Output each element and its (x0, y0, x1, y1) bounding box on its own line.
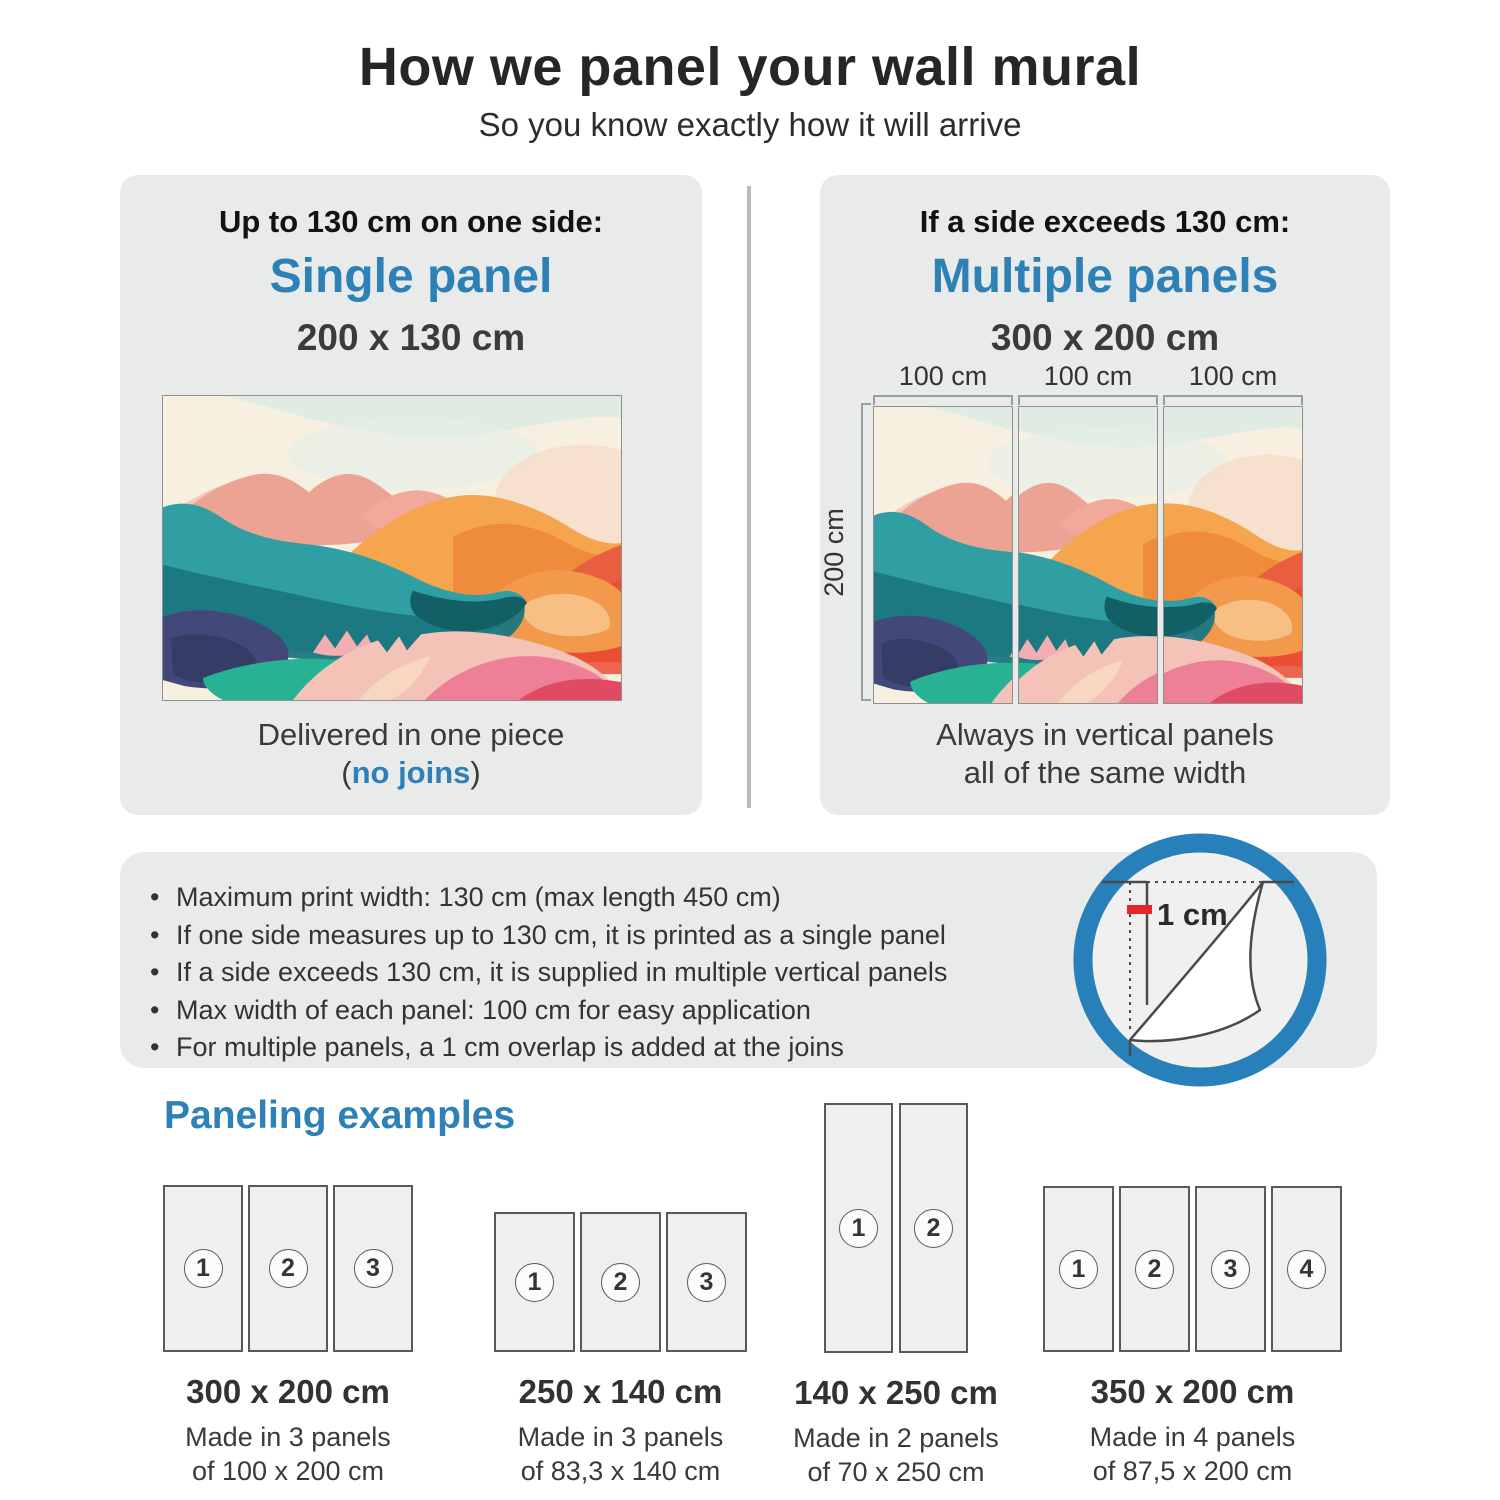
single-card-title: Single panel (269, 250, 553, 303)
example-size: 350 x 200 cm (1090, 1373, 1295, 1410)
overlap-red-mark (1127, 905, 1152, 914)
example-panel (824, 1103, 893, 1353)
multi-card-condition: If a side exceeds 130 cm: (919, 204, 1291, 239)
spec-bullet-4: • Max width of each panel: 100 cm for easy application (142, 992, 1377, 1030)
example-panel (1043, 1186, 1114, 1352)
single-card-condition: Up to 130 cm on one side: (218, 204, 604, 239)
mural-panel-2 (1018, 406, 1158, 704)
multiple-panels-card (820, 175, 1390, 815)
example-desc-line2: of 87,5 x 200 cm (1092, 1456, 1293, 1486)
width-label-3: 100 cm (1188, 361, 1278, 391)
panel-number: 1 (839, 1209, 878, 1248)
example-desc (1013, 1420, 1373, 1488)
example-panels (1043, 1186, 1342, 1352)
example-panel (899, 1103, 968, 1353)
note-no-joins: no joins (351, 755, 471, 790)
example-panels (494, 1212, 747, 1352)
panel-number: 2 (1135, 1250, 1174, 1289)
example-size: 140 x 250 cm (794, 1374, 998, 1411)
example-panel (1271, 1186, 1342, 1352)
panel-number: 1 (515, 1263, 554, 1302)
multi-card-size: 300 x 200 cm (990, 317, 1220, 358)
width-bracket-3 (1163, 395, 1303, 404)
panel-number: 2 (269, 1249, 308, 1288)
spec-bullet-3: • If a side exceeds 130 cm, it is supplied in multiple vertical panels (142, 954, 1377, 992)
width-brackets (873, 395, 1303, 404)
width-labels (873, 361, 1303, 392)
example-desc-line1: Made in 3 panels (517, 1422, 724, 1452)
page-subtitle: So you know exactly how it will arrive (478, 106, 1022, 143)
mural-slice-1 (874, 407, 1012, 703)
page-curl-icon (1072, 832, 1328, 1088)
multi-card-note (820, 716, 1390, 792)
mural-panels (873, 406, 1303, 704)
page-title: How we panel your wall mural (358, 37, 1142, 97)
panel-number: 3 (687, 1263, 726, 1302)
single-note-line2 (120, 754, 702, 792)
example-panel (163, 1185, 243, 1352)
mural-image-single (162, 395, 622, 701)
example-panel (580, 1212, 661, 1352)
single-card-note (120, 716, 702, 792)
example-desc-line2: of 70 x 250 cm (807, 1457, 985, 1487)
header (0, 36, 1500, 144)
example-250x140 (494, 1212, 747, 1488)
mural-slice-2 (1019, 407, 1157, 703)
panel-measurements (873, 361, 1303, 704)
example-desc-line1: Made in 4 panels (1089, 1422, 1296, 1452)
single-note-line1: Delivered in one piece (257, 717, 565, 752)
single-panel-card (120, 175, 702, 815)
width-label-1: 100 cm (898, 361, 988, 391)
single-card-size: 200 x 130 cm (296, 317, 526, 358)
spec-bullet-1: • Maximum print width: 130 cm (max length 450 cm) (142, 879, 1377, 917)
spec-bullet-5: • For multiple panels, a 1 cm overlap is added at the joins (142, 1029, 1377, 1067)
example-300x200 (163, 1185, 413, 1488)
panel-number: 3 (1211, 1250, 1250, 1289)
height-label: 200 cm (818, 507, 849, 597)
overlap-badge (1072, 832, 1328, 1088)
multi-note-line1: Always in vertical panels (936, 717, 1274, 752)
height-label-wrap (806, 403, 862, 701)
example-caption (108, 1373, 468, 1488)
example-panel (333, 1185, 413, 1352)
width-bracket-2 (1018, 395, 1158, 404)
example-desc (108, 1420, 468, 1488)
example-panel (666, 1212, 747, 1352)
example-caption (1013, 1373, 1373, 1488)
example-panel (1119, 1186, 1190, 1352)
example-desc-line2: of 100 x 200 cm (191, 1456, 385, 1486)
width-label-2: 100 cm (1043, 361, 1133, 391)
example-size: 250 x 140 cm (518, 1373, 723, 1410)
example-350x200 (1043, 1186, 1342, 1488)
example-size: 300 x 200 cm (186, 1373, 390, 1410)
panel-number: 4 (1287, 1250, 1326, 1289)
examples-heading: Paneling examples (164, 1094, 516, 1137)
mural-artwork (163, 396, 621, 700)
panel-number: 2 (601, 1263, 640, 1302)
note-close-paren: ) (470, 755, 481, 790)
note-open-paren: ( (341, 755, 352, 790)
mural-slice-3 (1164, 407, 1302, 703)
example-140x250 (793, 1103, 999, 1489)
example-panel (248, 1185, 328, 1352)
mural-panel-3 (1163, 406, 1303, 704)
overlap-label: 1 cm (1157, 897, 1228, 932)
cards-divider (747, 186, 751, 808)
mural-panel-1 (873, 406, 1013, 704)
panel-number: 1 (1059, 1250, 1098, 1289)
example-desc-line2: of 83,3 x 140 cm (520, 1456, 721, 1486)
example-panel (494, 1212, 575, 1352)
width-bracket-1 (873, 395, 1013, 404)
example-panels (824, 1103, 968, 1353)
panel-number: 3 (354, 1249, 393, 1288)
multi-note-line2: all of the same width (963, 755, 1247, 790)
panel-number: 2 (914, 1209, 953, 1248)
example-panel (1195, 1186, 1266, 1352)
spec-bullet-2: • If one side measures up to 130 cm, it is printed as a single panel (142, 917, 1377, 955)
multi-card-title: Multiple panels (931, 250, 1279, 303)
height-bracket (861, 403, 870, 701)
panel-number: 1 (184, 1249, 223, 1288)
example-desc-line1: Made in 2 panels (793, 1423, 999, 1453)
example-desc-line1: Made in 3 panels (185, 1422, 391, 1452)
example-panels (163, 1185, 413, 1352)
